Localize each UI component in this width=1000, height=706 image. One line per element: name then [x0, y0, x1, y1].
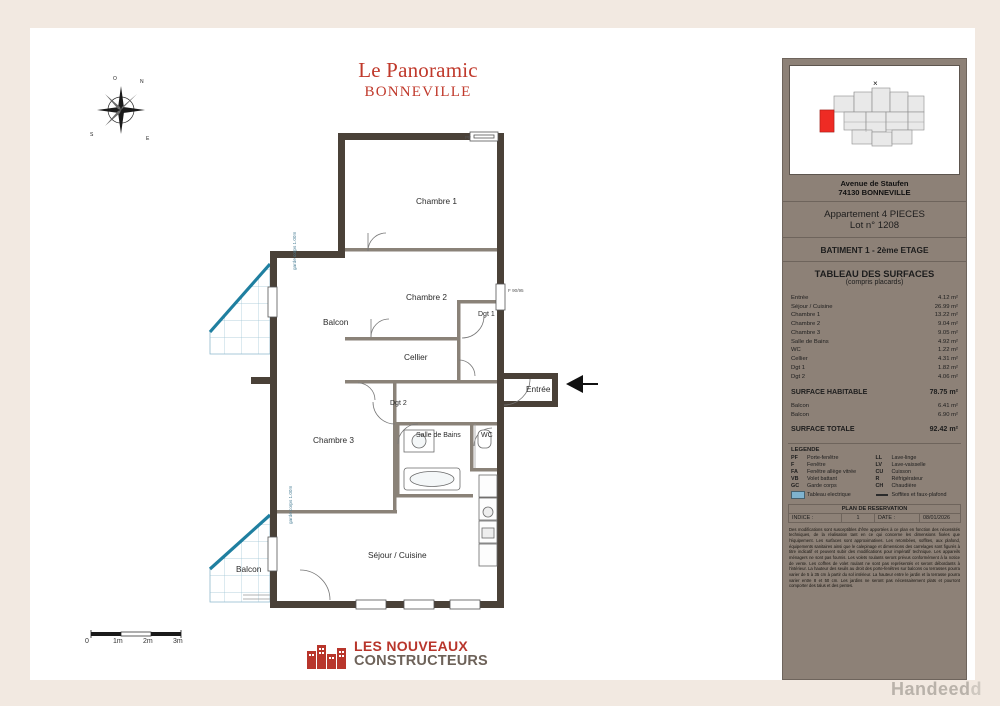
- room-label-chambre-2: Chambre 2: [406, 292, 448, 302]
- surface-label: Entrée: [791, 294, 809, 301]
- surface-total-value: 92.42 m²: [929, 425, 958, 434]
- legend-key: VB: [791, 475, 799, 482]
- room-label-entree: Entrée: [526, 384, 551, 394]
- annotation-window-pf: PF: [465, 135, 471, 140]
- room-label-dgt-2: Dgt 2: [390, 400, 407, 407]
- surfaces-subtitle: (compris placards): [845, 278, 904, 286]
- legend-key: FA: [791, 468, 798, 475]
- surface-habitable-label: SURFACE HABITABLE: [791, 388, 868, 397]
- project-address: [783, 175, 966, 202]
- legend-text: Chaudière: [891, 482, 917, 489]
- scale-tick-3: 3m: [173, 638, 183, 645]
- indice-value: 1: [842, 514, 875, 522]
- legend-text: Porte-fenêtre: [807, 454, 839, 461]
- reservation-title: PLAN DE RESERVATION: [789, 505, 960, 514]
- room-label-chambre-1: Chambre 1: [416, 196, 458, 206]
- legend-text-soffit: Soffites et faux-plafond: [891, 491, 947, 498]
- key-plan: [789, 65, 960, 175]
- surface-value: 6.90 m²: [938, 411, 958, 418]
- legend-text-electrical: Tableau electrique: [807, 491, 851, 498]
- reservation-block: [788, 504, 961, 523]
- room-label-balcon-lower: Balcon: [236, 564, 262, 574]
- floor-plan-area: [38, 32, 758, 676]
- legal-notice: Des modifications sont susceptibles d'être apportées à ce plan en fonction des nécessités techniques, de la réalisation tant en ce qui concerne les dimensions fixées que l'équipement. Les surfaces sont approximatives. Les retombées, soffites, aux plafond, équipements sanitaires ainsi que le calepinage et dimensions des carrelages sont figurés à titre indicatif et peuvent subir des modifications pour impératif technique. Les appareils ménagers ne sont pas fournis. Les volets roulants seront prévus conformément à la notice de vente. Les coffres de volet roulant ne sont pas représentés et seront débordants à l'intérieur. La hauteur des seuils au droit des porte-fenêtres sur balcons ou terrasses pourra varier de 5 à 35 cm à partir du sol intérieur. La hauteur entre le jardin et la terrasse pourra varier entre 8 et 50 cm. Les jardins ne seront pas nécessairement plats et pourront comporter des talus et des pentes.: [789, 526, 960, 589]
- annotation-garde-corps-upper: garde corps 1.00m: [292, 231, 297, 270]
- surface-value: 4.92 m²: [938, 338, 958, 345]
- legend-key: CH: [875, 482, 884, 489]
- room-label-cellier: Cellier: [404, 352, 428, 362]
- legend-text: Lave-linge: [891, 454, 917, 461]
- room-label-balcon-upper: Balcon: [323, 317, 349, 327]
- surface-label: Balcon: [791, 411, 810, 418]
- surface-value: 4.06 m²: [938, 373, 958, 380]
- surfaces-header: [783, 262, 966, 290]
- apartment-lot: Lot n° 1208: [849, 219, 900, 231]
- scale-tick-2: 2m: [143, 638, 153, 645]
- surface-label: Séjour / Cuisine: [791, 303, 833, 310]
- logo-line-2: CONSTRUCTEURS: [354, 652, 488, 669]
- surface-value: 9.04 m²: [938, 321, 958, 328]
- legend-key: GC: [791, 482, 800, 489]
- surface-label: Cellier: [791, 356, 808, 363]
- surface-row: [791, 411, 958, 420]
- surface-row: [791, 373, 958, 382]
- building-floor: BATIMENT 1 - 2ème ETAGE: [783, 238, 966, 262]
- surface-row: [791, 364, 958, 373]
- legend-key: F: [791, 461, 795, 468]
- indice-label: INDICE :: [789, 514, 842, 522]
- scale-tick-0: 0: [85, 638, 89, 645]
- surface-row: [791, 346, 958, 355]
- svg-text:S: S: [90, 132, 94, 138]
- surface-label: WC: [791, 347, 801, 354]
- surface-label: Chambre 2: [791, 321, 821, 328]
- surface-label: Salle de Bains: [791, 338, 829, 345]
- surface-row: [791, 402, 958, 411]
- legend-key: CU: [875, 468, 884, 475]
- svg-text:E: E: [146, 136, 150, 142]
- buildings-icon: [306, 637, 348, 671]
- surface-total-row: [791, 424, 958, 434]
- surface-value: 26.99 m²: [934, 303, 958, 310]
- surfaces-title: TABLEAU DES SURFACES: [814, 267, 935, 279]
- legend-key: PF: [791, 454, 798, 461]
- surface-value: 4.12 m²: [938, 294, 958, 301]
- soffit-line-icon: [876, 494, 888, 496]
- watermark-suffix: d: [970, 679, 982, 699]
- plan-subtitle: BONNEVILLE: [364, 84, 472, 100]
- svg-text:×: ×: [873, 79, 878, 88]
- surface-value: 4.31 m²: [938, 356, 958, 363]
- surface-label: Dgt 2: [791, 373, 806, 380]
- surface-row: [791, 329, 958, 338]
- surface-total-label: SURFACE TOTALE: [791, 425, 855, 434]
- svg-text:N: N: [140, 79, 144, 85]
- svg-text:O: O: [113, 76, 117, 82]
- room-label-sejour-cuisine: Séjour / Cuisine: [368, 550, 427, 560]
- info-panel: [782, 58, 967, 680]
- legend-key: LV: [875, 461, 882, 468]
- logo-line-1: LES NOUVEAUX: [354, 638, 469, 655]
- surface-habitable-value: 78.75 m²: [929, 388, 958, 397]
- scale-bar: [83, 630, 213, 650]
- date-label: DATE :: [875, 514, 920, 522]
- surface-label: Balcon: [791, 402, 810, 409]
- surface-value: 6.41 m²: [938, 402, 958, 409]
- legend-text: Cuisson: [891, 468, 911, 475]
- legend-key: LL: [875, 454, 883, 461]
- room-label-dgt-1: Dgt 1: [478, 311, 495, 318]
- watermark-text: Handeed: [890, 679, 971, 699]
- legend-title: LEGENDE: [791, 446, 820, 453]
- surface-row: [791, 311, 958, 320]
- legend: [788, 443, 961, 499]
- room-label-chambre-3: Chambre 3: [313, 435, 355, 445]
- surface-row: [791, 338, 958, 347]
- room-label-salle-de-bains: Salle de Bains: [416, 432, 461, 439]
- surface-habitable-row: [791, 387, 958, 397]
- room-label-wc: WC: [481, 432, 493, 439]
- address-line-2: 74130 BONNEVILLE: [838, 188, 911, 198]
- surface-label: Chambre 3: [791, 329, 821, 336]
- annotation-garde-corps-lower: garde corps 1.00m: [288, 485, 293, 524]
- apartment-info: [783, 202, 966, 238]
- surfaces-table: [783, 290, 966, 437]
- surface-row: [791, 320, 958, 329]
- apartment-type: Appartement 4 PIECES: [824, 208, 925, 220]
- surface-label: Chambre 1: [791, 312, 821, 319]
- electrical-panel-icon: [791, 491, 805, 499]
- legend-text: Garde corps: [807, 482, 837, 489]
- scale-tick-1: 1m: [113, 638, 123, 645]
- legend-text: Volet battant: [807, 475, 837, 482]
- legend-text: Fenêtre: [807, 461, 826, 468]
- date-value: 08/01/2026: [923, 514, 950, 521]
- legend-text: Réfrigérateur: [891, 475, 923, 482]
- surface-value: 1.22 m²: [938, 347, 958, 354]
- annotation-window-f: F 90/95: [508, 288, 524, 293]
- surface-value: 13.22 m²: [934, 312, 958, 319]
- surface-row: [791, 355, 958, 364]
- surface-label: Dgt 1: [791, 364, 806, 371]
- legend-text: Fenêtre allège vitrée: [807, 468, 857, 475]
- surface-row: [791, 303, 958, 312]
- legend-key: R: [875, 475, 880, 482]
- apartment-drawing: [38, 32, 758, 676]
- address-line-1: Avenue de Staufen: [840, 179, 909, 188]
- plan-title: Le Panoramic: [358, 58, 478, 82]
- surface-value: 9.05 m²: [938, 329, 958, 336]
- surface-row: [791, 294, 958, 303]
- company-logo: [306, 632, 506, 676]
- legend-text: Lave-vaisselle: [891, 461, 926, 468]
- plan-sheet: [30, 28, 975, 680]
- watermark: [891, 679, 982, 700]
- surface-value: 1.82 m²: [938, 364, 958, 371]
